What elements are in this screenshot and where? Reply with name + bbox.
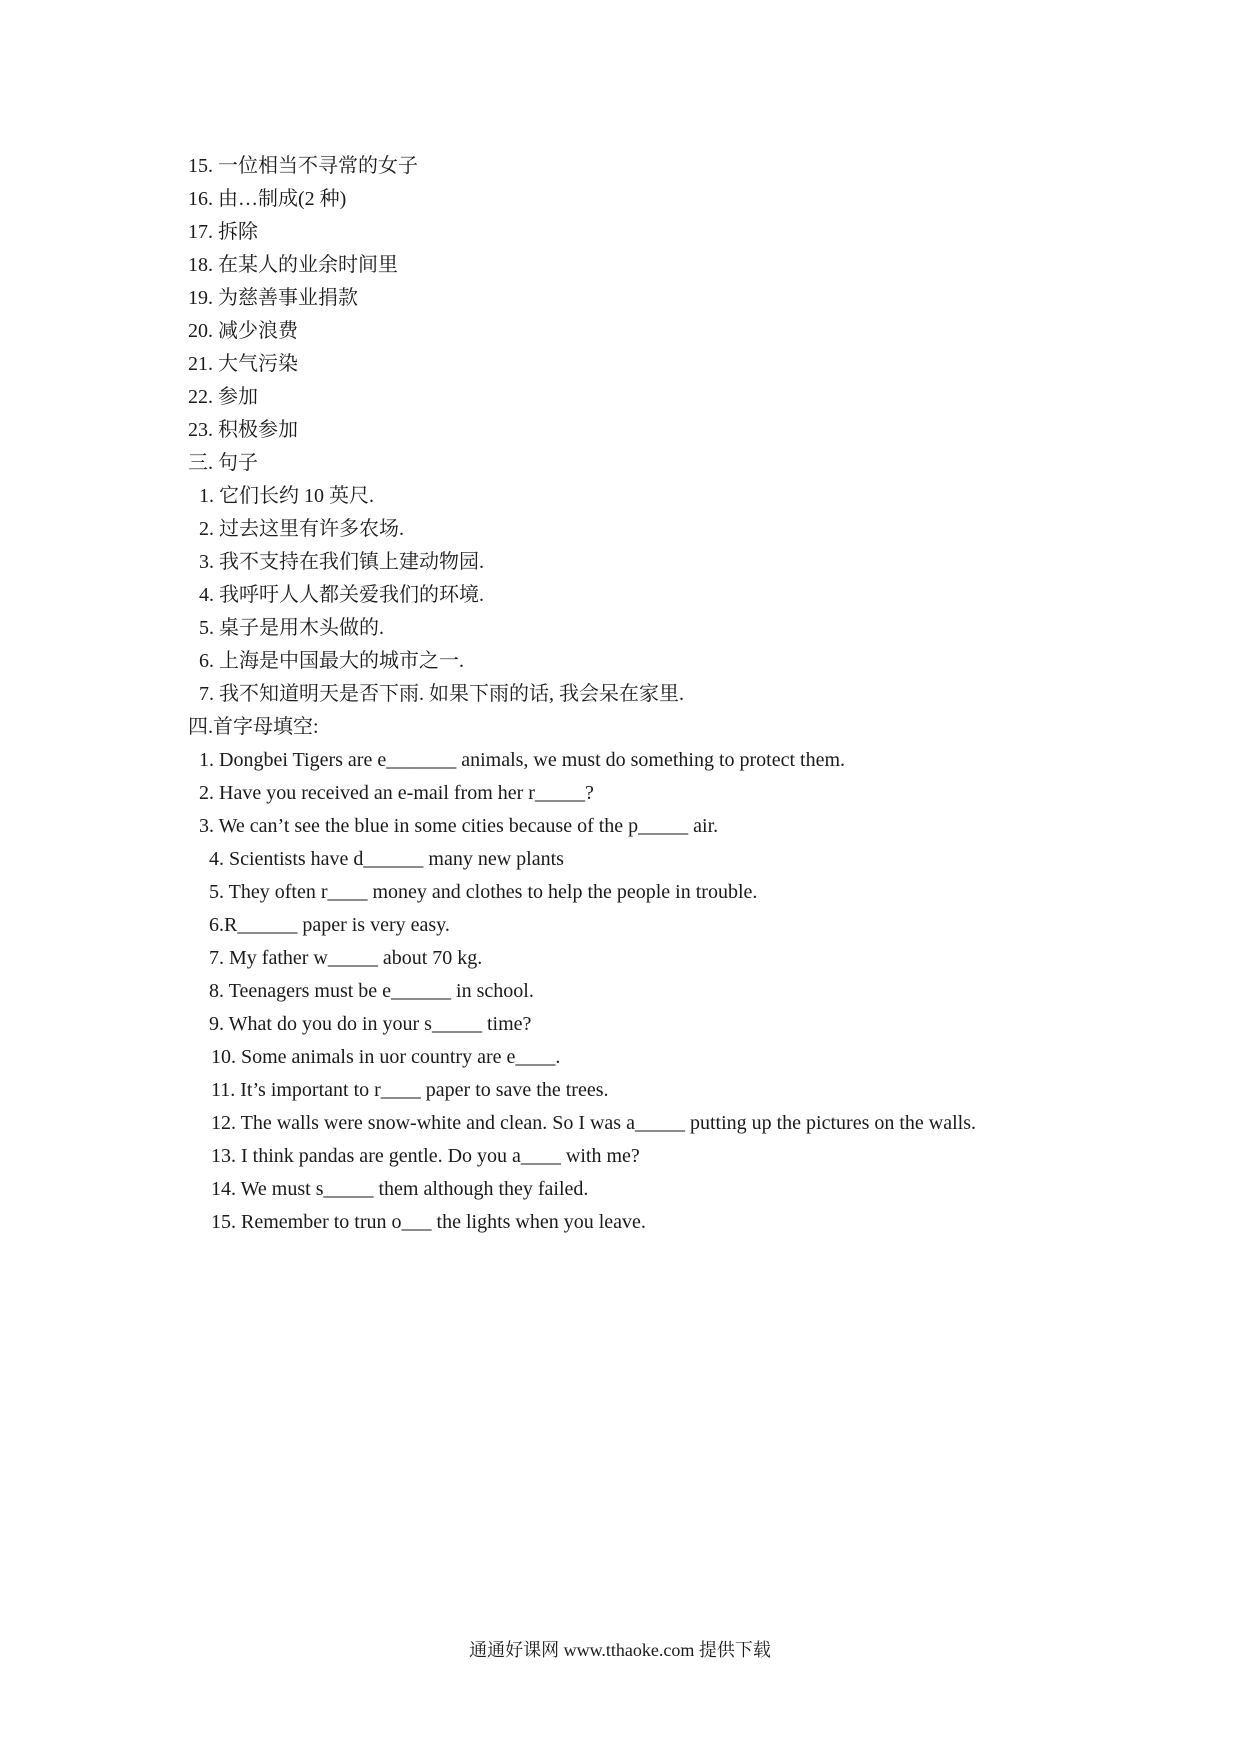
- phrase-item: 18. 在某人的业余时间里: [188, 254, 398, 276]
- page-footer: 通通好课网 www.tthaoke.com 提供下载: [469, 1640, 771, 1660]
- fill-blank-item: 1. Dongbei Tigers are e_______ animals, we must do something to protect them.: [199, 749, 846, 771]
- sentences-heading: 三. 句子: [188, 452, 258, 474]
- fill-blank-item: 4. Scientists have d______ many new plants: [209, 848, 564, 870]
- fill-blank-item: 8. Teenagers must be e______ in school.: [209, 980, 534, 1002]
- phrase-item: 15. 一位相当不寻常的女子: [188, 155, 418, 177]
- fill-blank-item: 2. Have you received an e-mail from her r_____?: [199, 782, 594, 804]
- sentence-item: 3. 我不支持在我们镇上建动物园.: [199, 551, 484, 573]
- fill-blank-item: 3. We can’t see the blue in some cities because of the p_____ air.: [199, 815, 719, 837]
- fill-blank-item: 9. What do you do in your s_____ time?: [209, 1013, 532, 1035]
- phrase-item: 17. 拆除: [188, 221, 258, 243]
- phrase-item: 23. 积极参加: [188, 419, 298, 441]
- sentence-item: 2. 过去这里有许多农场.: [199, 518, 404, 540]
- sentence-item: 6. 上海是中国最大的城市之一.: [199, 650, 464, 672]
- phrase-item: 16. 由…制成(2 种): [188, 188, 347, 210]
- fill-blanks-heading: 四.首字母填空:: [188, 716, 319, 738]
- sentence-item: 4. 我呼吁人人都关爱我们的环境.: [199, 584, 484, 606]
- fill-blank-item: 6.R______ paper is very easy.: [209, 914, 450, 936]
- fill-blank-item: 5. They often r____ money and clothes to help the people in trouble.: [209, 881, 758, 903]
- fill-blank-item: 13. I think pandas are gentle. Do you a____ with me?: [211, 1145, 640, 1167]
- sentence-item: 5. 桌子是用木头做的.: [199, 617, 384, 639]
- sentence-item: 7. 我不知道明天是否下雨. 如果下雨的话, 我会呆在家里.: [199, 683, 684, 705]
- phrase-item: 22. 参加: [188, 386, 258, 408]
- sentence-item: 1. 它们长约 10 英尺.: [199, 485, 374, 507]
- fill-blank-item: 15. Remember to trun o___ the lights when you leave.: [211, 1211, 646, 1233]
- fill-blank-item: 10. Some animals in uor country are e____.: [211, 1046, 561, 1068]
- fill-blank-item: 12. The walls were snow-white and clean. So I was a_____ putting up the pictures on the walls.: [211, 1112, 977, 1134]
- phrase-item: 19. 为慈善事业捐款: [188, 287, 358, 309]
- fill-blank-item: 14. We must s_____ them although they failed.: [211, 1178, 589, 1200]
- fill-blank-item: 11. It’s important to r____ paper to save the trees.: [211, 1079, 609, 1101]
- fill-blank-item: 7. My father w_____ about 70 kg.: [209, 947, 483, 969]
- phrase-item: 20. 减少浪费: [188, 320, 298, 342]
- phrase-item: 21. 大气污染: [188, 353, 298, 375]
